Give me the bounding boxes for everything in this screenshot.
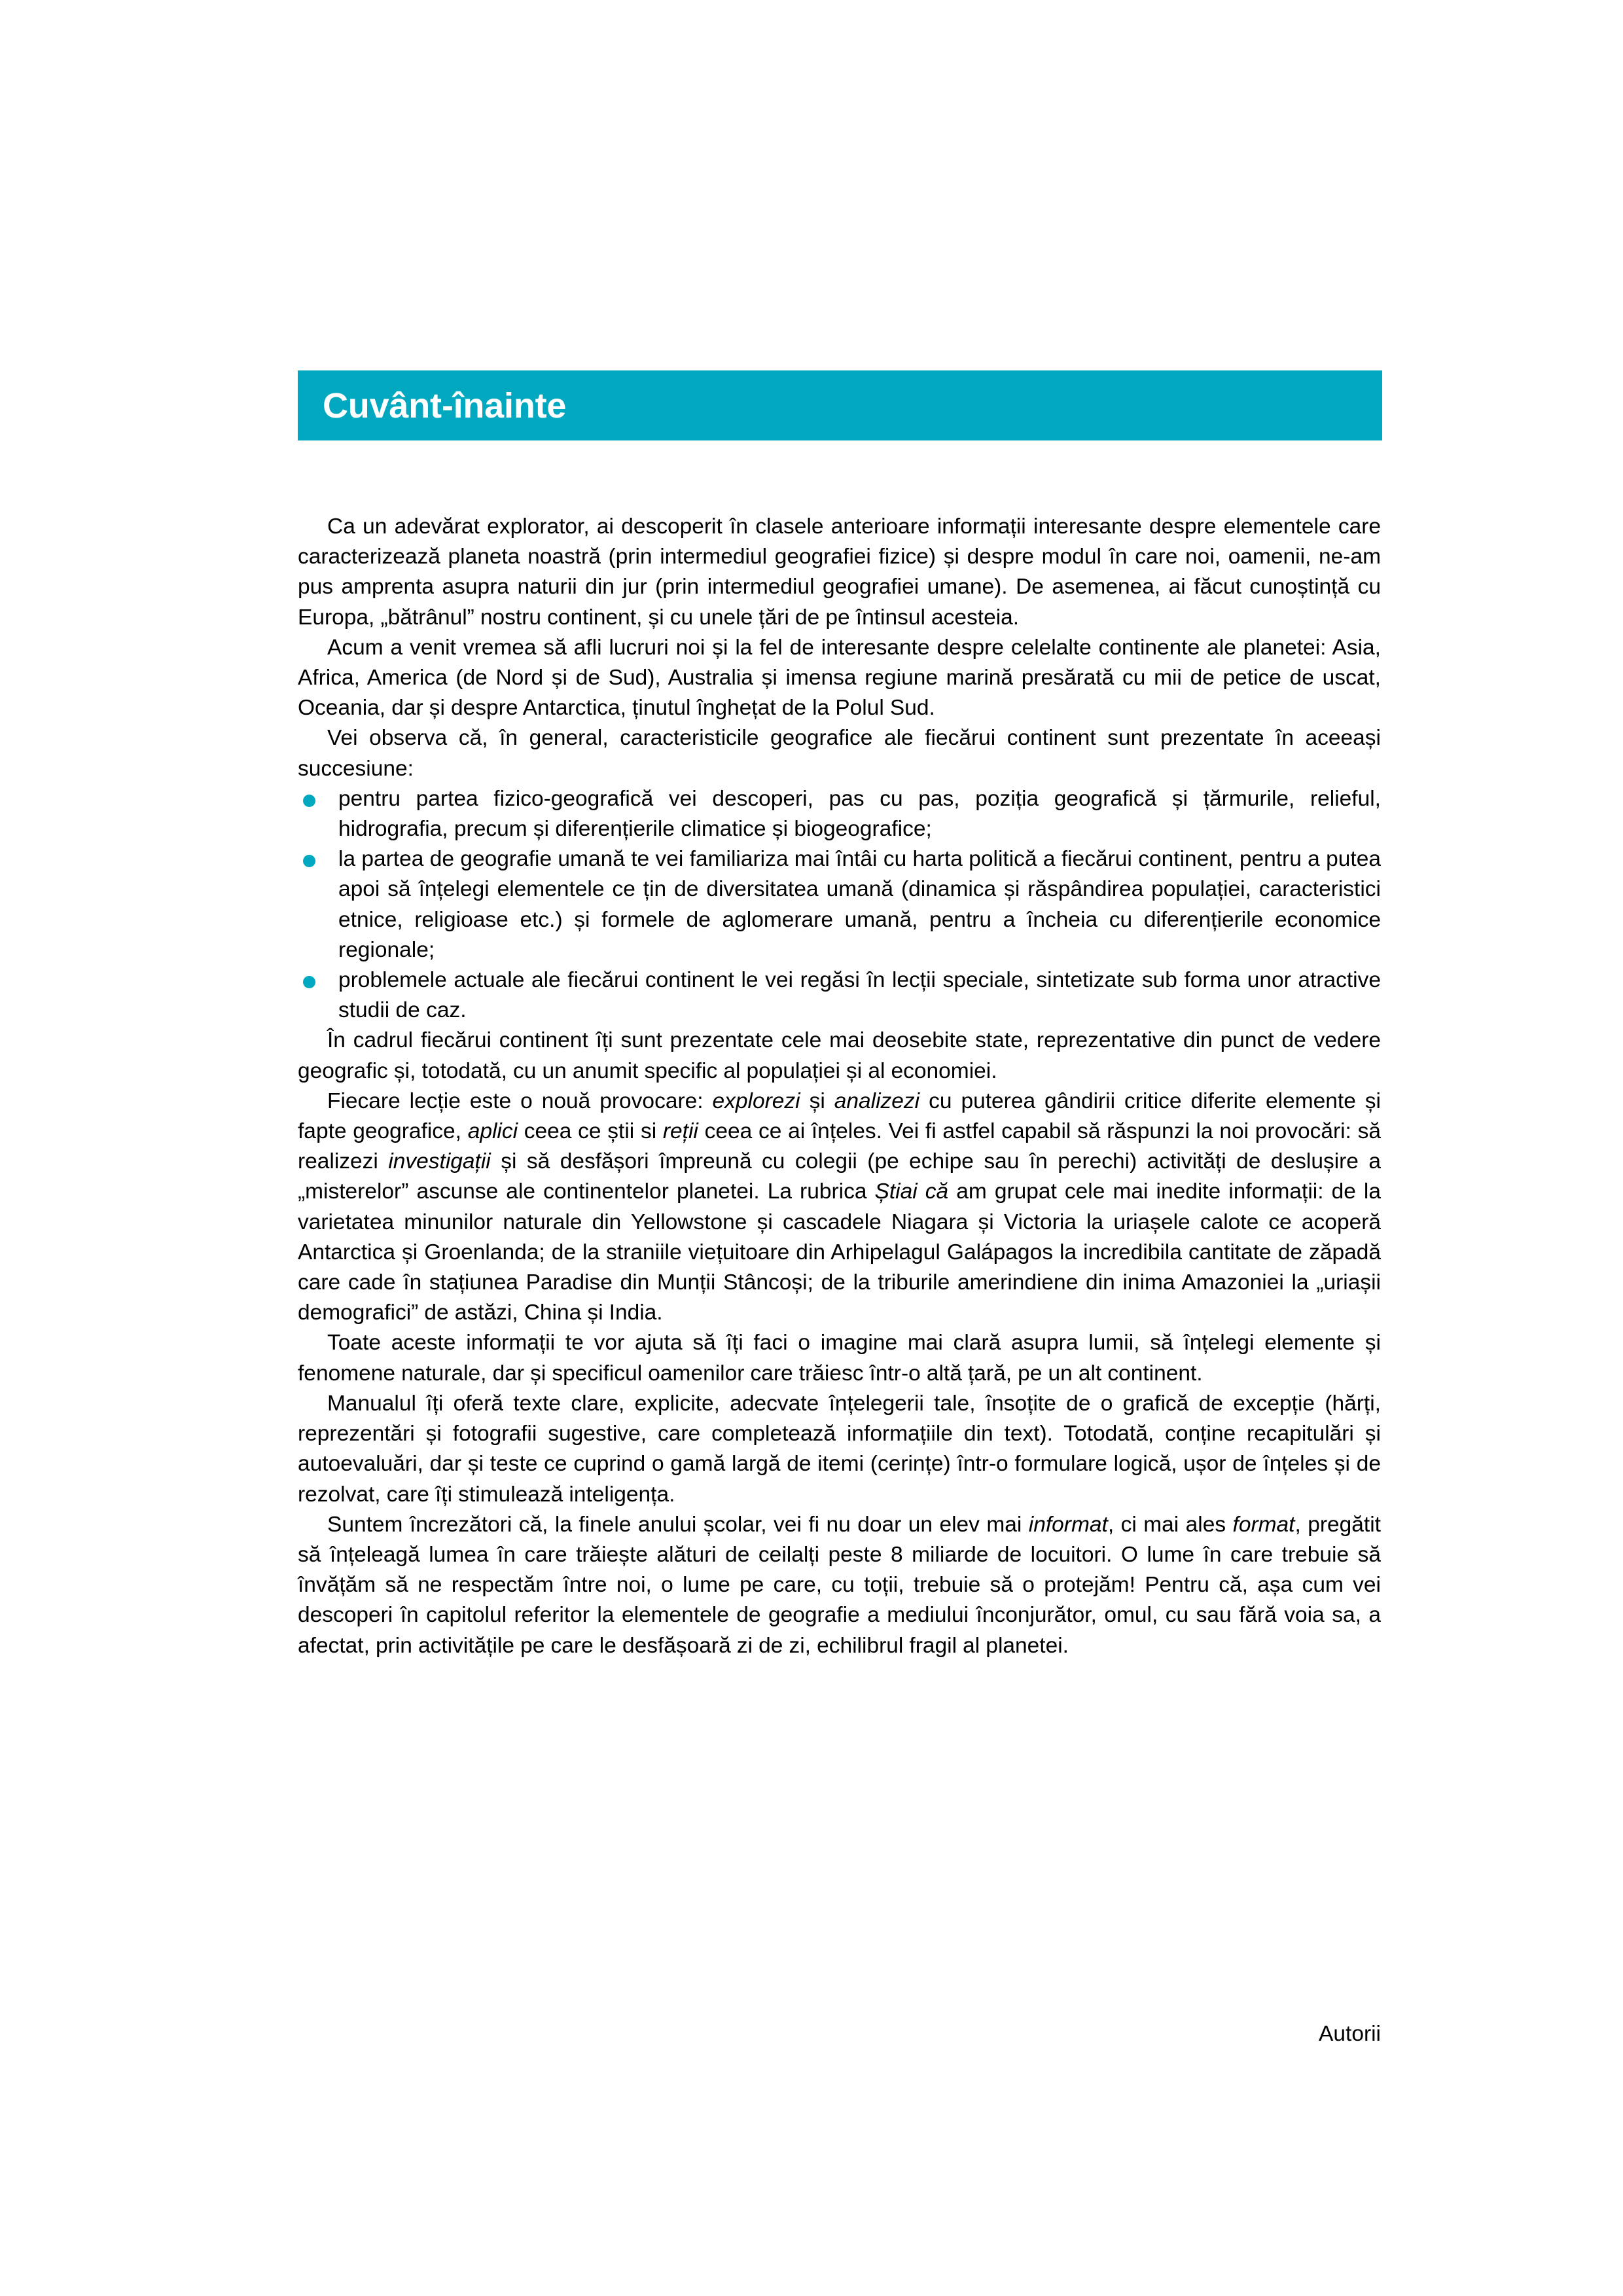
p5-text-1: Fiecare lecție este o nouă provocare: (327, 1088, 713, 1113)
p5-emphasis-aplici: aplici (467, 1119, 518, 1144)
bullet-dot-icon (303, 855, 315, 867)
paragraph-8 (298, 1510, 1381, 1661)
paragraph-4: În cadrul fiecărui continent îți sunt prezentate cele mai deosebite state, reprezentative din punct de vedere geografic și, totodată, cu un anumit specific al populației și al economiei. (298, 1028, 1381, 1083)
list-item (298, 844, 1381, 965)
p8-text-2: , ci mai ales (1107, 1512, 1233, 1537)
paragraph-3: Vei observa că, în general, caracteristicile geografice ale fiecărui continent sunt prezentate în aceeași succesiune: (298, 726, 1381, 781)
paragraph-1: Ca un adevărat explorator, ai descoperit în clasele anterioare informații interesante despre elementele care caracterizează planeta noastră (prin intermediul geografiei fizice) și despre modul în care noi, oamenii, ne-am pus amprenta asupra naturii din jur (prin intermediul geografiei umane). De asemenea, ai făcut cunoștință cu Europa, „bătrânul” nostru continent, și cu unele țări de pe întinsul acesteia. (298, 514, 1381, 630)
p8-emphasis-format: format (1232, 1512, 1295, 1537)
p5-emphasis-analizezi: analizezi (834, 1088, 920, 1113)
document-body (298, 512, 1381, 1661)
list-item (298, 965, 1381, 1026)
page-title: Cuvânt-înainte (323, 386, 567, 425)
paragraph-2: Acum a venit vremea să afli lucruri noi și la fel de interesante despre celelalte continente ale planetei: Asia, Africa, America (de Nord și de Sud), Australia și imensa regiune marină presărată cu mii de petice de uscat, Oceania, dar și despre Antarctica, ținutul înghețat de la Polul Sud. (298, 635, 1381, 721)
p5-emphasis-stiai-ca: Știai că (874, 1179, 949, 1204)
p5-emphasis-explorezi: explorezi (712, 1088, 800, 1113)
paragraph-6: Toate aceste informații te vor ajuta să îți faci o imagine mai clară asupra lumii, să înțelegi elemente și fenomene naturale, dar și specificul oamenilor care trăiesc într-o altă țară, pe un alt continent. (298, 1331, 1381, 1386)
p5-text-4: ceea ce știi si (518, 1119, 663, 1144)
list-item-label: pentru partea fizico-geografică vei descoperi, pas cu pas, poziția geografică și țărmurile, relieful, hidrografia, precum și diferențierile climatice și biogeografice; (338, 786, 1381, 842)
p5-text-7: am grupat cele mai inedite informații: de la varietatea minunilor naturale din Yellowstone și cascadele Niagara și Victoria la uriașele calote ce acoperă Antarctica și Groenlanda; de la straniile viețuitoare din Arhipelagul Galápagos la incredibila cantitate de zăpadă care cade în stațiunea Paradise din Munții Stâncoși; de la triburile amerindiene din inima Amazoniei la „uriașii demografici” de astăzi, China și India. (298, 1179, 1382, 1325)
p5-text-5: ceea ce ai înțeles. Vei fi astfel capabil să răspunzi la noi provocări: să realizezi (298, 1119, 1381, 1174)
p5-text-6: și să desfășori împreună cu colegii (pe echipe sau în perechi) activități de deslușire a „misterelor” ascunse ale continentelor planetei. La rubrica (298, 1149, 1382, 1204)
list-item (298, 784, 1381, 844)
p8-text-1: Suntem încrezători că, la finele anului școlar, vei fi nu doar un elev mai (327, 1512, 1029, 1537)
authors-signature: Autorii (1319, 2022, 1381, 2046)
feature-bullet-list (298, 784, 1381, 1026)
paragraph-5 (298, 1086, 1381, 1329)
p5-text-3: cu puterea gândirii critice diferite elemente și fapte geografice, (298, 1088, 1381, 1144)
p8-text-3: , pregătit să înțeleagă lumea în care trăiește alături de ceilalți peste 8 miliarde de locuitori. O lume în care trebuie să învățăm să ne respectăm între noi, o lume pe care, cu toții, trebuie să o protejăm! Pentru că, așa cum vei descoperi în capitolul referitor la elementele de geografie a mediului înconjurător, omul, cu sau fără voia sa, a afectat, prin activitățile pe care le desfășoară zi de zi, echilibrul fragil al planetei. (298, 1512, 1381, 1658)
bullet-dot-icon (303, 976, 315, 988)
paragraph-7: Manualul îți oferă texte clare, explicite, adecvate înțelegerii tale, însoțite de o grafică de excepție (hărți, reprezentări și fotografii sugestive, care completează informațiile din text). Totodată, conține recapitulări și autoevaluări, dar și teste ce cuprind o gamă largă de itemi (cerințe) într-o formulare logică, ușor de înțeles și de rezolvat, care îți stimulează inteligența. (298, 1391, 1381, 1507)
p8-emphasis-informat: informat (1028, 1512, 1108, 1537)
p5-emphasis-retii: reții (662, 1119, 698, 1144)
p5-emphasis-investigatii: investigații (388, 1149, 491, 1174)
list-item-label: problemele actuale ale fiecărui continent le vei regăsi în lecții speciale, sintetizate sub forma unor atractive studii de caz. (338, 968, 1381, 1023)
p5-text-2: și (800, 1088, 834, 1113)
bullet-dot-icon (303, 795, 315, 807)
list-item-label: la partea de geografie umană te vei familiariza mai întâi cu harta politică a fiecărui continent, pentru a putea apoi să înțelegi elementele ce țin de diversitatea umană (dinamica și răspândirea populației, caracteristici etnice, religioase etc.) și formele de aglomerare umană, pentru a încheia cu diferențierile economice regionale; (338, 847, 1381, 962)
section-header-band (298, 370, 1382, 440)
